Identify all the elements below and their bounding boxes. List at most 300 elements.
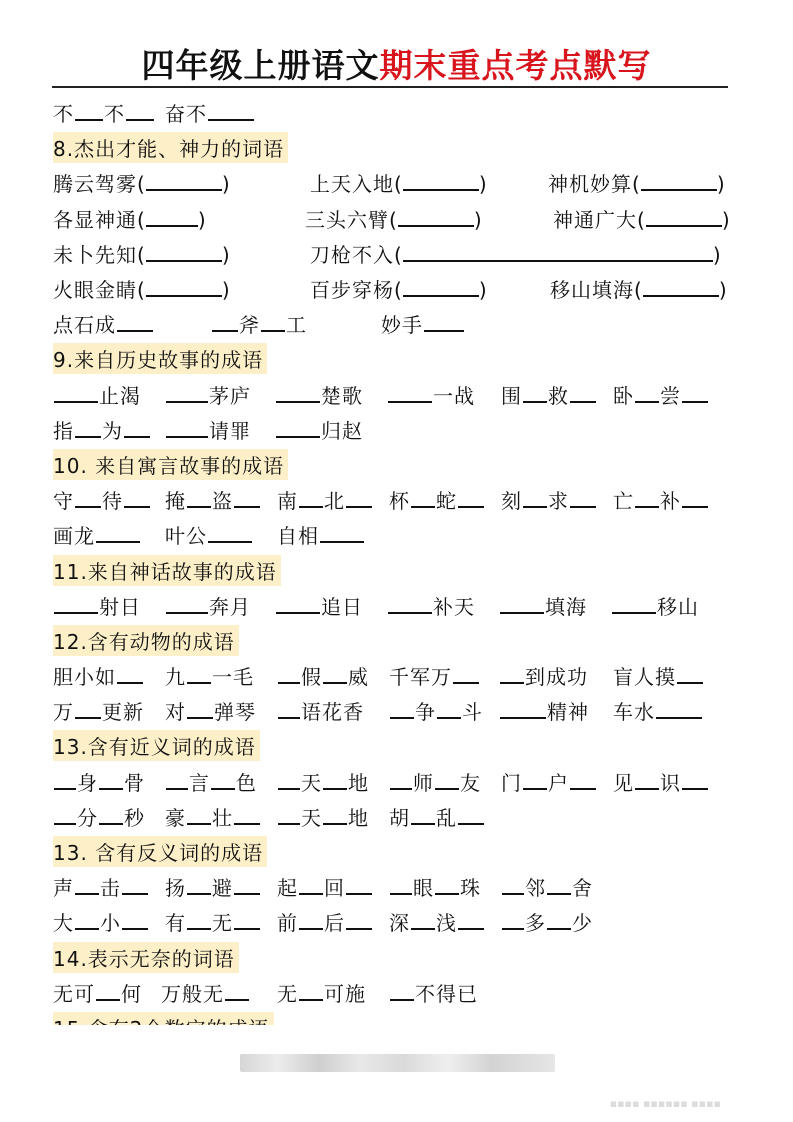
idiom-text: 多 [525,911,546,936]
idiom-text: 自相 [277,524,319,549]
idiom-text: 守 [53,489,74,514]
fill-blank[interactable] [411,805,435,825]
fill-blank[interactable] [187,488,211,508]
idiom-item [53,802,145,831]
idiom-item [53,98,155,127]
fill-blank[interactable] [570,770,596,790]
idiom-text: 亡 [613,489,634,514]
fill-blank[interactable] [278,805,300,825]
idiom-item [165,767,257,796]
idiom-text: 言 [189,770,210,795]
section-heading [53,447,753,482]
fill-blank[interactable] [278,770,300,790]
idiom-text: 北 [324,489,345,514]
idiom-text: 救 [548,383,569,408]
fill-blank[interactable] [225,981,249,1001]
idiom-item [53,978,142,1007]
idiom-text: 不 [104,102,125,127]
exercise-row [53,799,753,834]
section-heading-text: 11.来自神话故事的成语 [53,555,281,586]
idiom-item [499,661,588,690]
idiom-text: 蛇 [436,489,457,514]
idiom-text: 画龙 [53,524,95,549]
fill-blank[interactable] [117,312,153,332]
idiom-text: 豪 [165,805,186,830]
blurred-watermark [240,1054,555,1072]
idiom-item [165,380,251,409]
idiom-text: 杯 [389,489,410,514]
idiom-item [275,591,363,620]
idiom-text: 起 [277,876,298,901]
fill-blank[interactable] [75,101,103,121]
idiom-item [501,872,593,901]
idiom-text: 归赵 [321,418,363,443]
idiom-text: 万般无 [161,981,224,1006]
idiom-item [389,802,485,831]
idiom-item [53,661,144,690]
idiom-item [277,696,364,725]
idiom-text: 盲人摸 [613,665,676,690]
idiom-text: 千军万 [389,665,452,690]
fill-blank[interactable] [75,699,101,719]
fill-blank[interactable] [122,875,148,895]
idiom-item [499,591,587,620]
fill-blank[interactable] [208,101,254,121]
title-divider [52,86,728,88]
fill-blank[interactable] [346,875,372,895]
idiom-text: 何 [121,981,142,1006]
idiom-text: 对 [165,700,186,725]
idiom-text: 点石成 [53,313,116,338]
fill-blank[interactable] [500,699,546,719]
fill-blank[interactable] [124,418,150,438]
idiom-text: ) [473,207,483,232]
exercise-row [53,201,753,236]
idiom-text: ) [718,278,728,303]
section-heading-text: 8.杰出才能、神力的词语 [53,132,288,163]
fill-blank[interactable] [458,488,484,508]
idiom-text: 前 [277,911,298,936]
idiom-text: 友 [460,770,481,795]
fill-blank[interactable] [99,805,123,825]
idiom-text: 有 [165,911,186,936]
idiom-item [165,591,251,620]
idiom-text: 请罪 [209,418,251,443]
fill-blank[interactable] [635,770,659,790]
idiom-item [53,696,144,725]
idiom-text: 深 [389,911,410,936]
section-heading [53,552,753,587]
fill-blank[interactable] [424,312,464,332]
idiom-text: 无 [277,981,298,1006]
idiom-text: ) [721,207,731,232]
idiom-text: 斧 [239,313,260,338]
exercise-row [53,904,753,939]
fill-blank[interactable] [346,910,372,930]
idiom-item [613,485,709,514]
fill-blank[interactable] [502,875,524,895]
idiom-text: 珠 [460,876,481,901]
answer-blank[interactable] [403,242,713,262]
idiom-item [277,802,369,831]
idiom-text: 上天入地( [310,172,403,197]
answer-blank[interactable] [641,171,717,191]
fill-blank[interactable] [211,770,235,790]
idiom-item [613,696,703,725]
idiom-item [389,485,485,514]
idiom-text: ) [478,172,488,197]
idiom-text: 胆小如 [53,665,116,690]
idiom-text: 移山 [657,594,699,619]
idiom-item [389,696,483,725]
idiom-text: 未卜先知( [53,242,146,267]
fill-blank[interactable] [323,770,347,790]
fill-blank[interactable] [187,664,211,684]
section-heading-text: 9.来自历史故事的成语 [53,343,267,374]
idiom-text: 天 [301,805,322,830]
fill-blank[interactable] [411,488,435,508]
fill-blank[interactable] [75,488,101,508]
idiom-item [165,802,261,831]
fill-blank[interactable] [99,770,123,790]
fill-blank[interactable] [234,875,260,895]
idiom-text: ) [478,278,488,303]
fill-blank[interactable] [682,488,708,508]
section-heading-text: 10. 来自寓言故事的成语 [53,449,288,480]
idiom-item [165,98,255,127]
idiom-item [387,380,475,409]
fill-blank[interactable] [187,699,213,719]
idiom-text: 楚歌 [321,383,363,408]
idiom-text: ) [221,278,231,303]
idiom-text: 见 [613,770,634,795]
fill-blank[interactable] [96,981,120,1001]
idiom-text: 待 [102,489,123,514]
fill-blank[interactable] [299,910,323,930]
section-heading [53,623,753,658]
idiom-item [53,872,149,901]
fill-blank[interactable] [523,770,547,790]
idiom-item [501,380,597,409]
fill-blank[interactable] [570,488,596,508]
idiom-text: 精神 [547,700,589,725]
idiom-text: 补 [660,489,681,514]
fill-blank[interactable] [187,805,211,825]
section-heading [53,834,753,869]
idiom-text: ) [716,172,726,197]
fill-blank[interactable] [166,418,208,438]
idiom-item [389,661,480,690]
page-title-black: 四年级上册语文 [141,46,380,85]
idiom-text: 刀枪不入( [310,242,403,267]
idiom-text: 求 [548,489,569,514]
idiom-item [501,767,597,796]
fill-blank[interactable] [166,770,188,790]
fill-blank[interactable] [635,488,659,508]
idiom-item [553,204,731,233]
section-heading-text: 14.表示无奈的词语 [53,942,239,973]
idiom-text: 地 [348,805,369,830]
answer-blank[interactable] [398,207,474,227]
fill-blank[interactable] [682,383,708,403]
answer-blank[interactable] [146,171,222,191]
answer-blank[interactable] [146,207,198,227]
idiom-item [211,309,307,338]
fill-blank[interactable] [612,594,656,614]
fill-blank[interactable] [278,699,300,719]
idiom-item [53,274,231,303]
exercise-row [53,412,753,447]
idiom-text: 身 [77,770,98,795]
fill-blank[interactable] [54,805,76,825]
idiom-text: 妙手 [381,313,423,338]
idiom-text: 秒 [124,805,145,830]
fill-blank[interactable] [502,910,524,930]
idiom-text: 各显神通( [53,207,146,232]
idiom-text: 地 [348,770,369,795]
section-heading [53,130,753,165]
idiom-text: 语花香 [301,700,364,725]
idiom-text: 分 [77,805,98,830]
fill-blank[interactable] [299,981,323,1001]
fill-blank[interactable] [187,910,211,930]
idiom-item [165,872,261,901]
fill-blank[interactable] [212,312,238,332]
idiom-text: 威 [348,665,369,690]
fill-blank[interactable] [388,594,432,614]
fill-blank[interactable] [390,699,414,719]
idiom-text: 填海 [545,594,587,619]
fill-blank[interactable] [54,594,98,614]
fill-blank[interactable] [390,770,412,790]
idiom-item [611,591,699,620]
idiom-item [277,767,369,796]
fill-blank[interactable] [54,383,98,403]
exercise-row [53,236,753,271]
idiom-item [310,239,722,268]
answer-blank[interactable] [643,277,719,297]
fill-blank[interactable] [276,418,320,438]
fill-blank[interactable] [234,910,260,930]
idiom-item [548,168,726,197]
exercise-row [53,658,753,693]
idiom-text: 补天 [433,594,475,619]
fill-blank[interactable] [126,101,154,121]
idiom-text: 围 [501,383,522,408]
fill-blank[interactable] [656,699,702,719]
fill-blank[interactable] [682,770,708,790]
exercise-row [53,165,753,200]
fill-blank[interactable] [75,910,99,930]
fill-blank[interactable] [75,875,99,895]
exercise-row [53,588,753,623]
idiom-text: 百步穿杨( [310,278,403,303]
fill-blank[interactable] [320,523,364,543]
fill-blank[interactable] [346,488,372,508]
fill-blank[interactable] [500,594,544,614]
idiom-text: 击 [100,876,121,901]
fill-blank[interactable] [166,594,208,614]
fill-blank[interactable] [323,664,347,684]
section-heading-text: 12.含有动物的成语 [53,625,239,656]
answer-blank[interactable] [403,277,479,297]
idiom-text: 奋不 [165,102,207,127]
section-heading-text: 13.含有近义词的成语 [53,730,260,761]
idiom-text: 无可 [53,981,95,1006]
fill-blank[interactable] [75,418,101,438]
fill-blank[interactable] [411,910,435,930]
idiom-text: 避 [212,876,233,901]
idiom-text: 更新 [102,700,144,725]
idiom-text: 大 [53,911,74,936]
fill-blank[interactable] [435,770,459,790]
idiom-item [53,380,141,409]
idiom-item [613,767,709,796]
fill-blank[interactable] [208,523,252,543]
idiom-item [501,907,593,936]
idiom-text: 舍 [572,876,593,901]
fill-blank[interactable] [458,910,484,930]
fill-blank[interactable] [54,770,76,790]
fill-blank[interactable] [390,981,414,1001]
idiom-item [53,239,231,268]
idiom-text: 尝 [660,383,681,408]
fill-blank[interactable] [453,664,479,684]
fill-blank[interactable] [323,805,347,825]
fill-blank[interactable] [124,488,150,508]
idiom-item [165,661,254,690]
fill-blank[interactable] [234,805,260,825]
idiom-item [277,520,365,549]
fill-blank[interactable] [390,875,412,895]
idiom-text: 卧 [613,383,634,408]
idiom-item [277,661,369,690]
answer-blank[interactable] [403,171,479,191]
idiom-text: 掩 [165,489,186,514]
idiom-item [389,978,478,1007]
exercise-row [53,517,753,552]
fill-blank[interactable] [635,383,659,403]
exercise-row [53,975,753,1010]
idiom-item [389,872,481,901]
idiom-text: 三头六臂( [305,207,398,232]
idiom-text: 后 [324,911,345,936]
answer-blank[interactable] [646,207,722,227]
idiom-text: 茅庐 [209,383,251,408]
idiom-item [53,415,151,444]
idiom-text: 识 [660,770,681,795]
exercise-row [53,377,753,412]
idiom-text: ) [221,172,231,197]
idiom-item [613,661,704,690]
fill-blank[interactable] [276,594,320,614]
fill-blank[interactable] [437,699,461,719]
idiom-text: 扬 [165,876,186,901]
idiom-item [165,520,253,549]
fill-blank[interactable] [500,664,524,684]
idiom-text: 色 [236,770,257,795]
fill-blank[interactable] [96,523,140,543]
idiom-item [389,907,485,936]
idiom-text: 止渴 [99,383,141,408]
fill-blank[interactable] [547,875,571,895]
fill-blank[interactable] [117,664,143,684]
fill-blank[interactable] [278,664,300,684]
idiom-item [165,415,251,444]
exercise-row [53,95,753,130]
page-title-red: 期末重点考点默写 [379,46,652,85]
idiom-text: 可施 [324,981,366,1006]
idiom-text: 神通广大( [553,207,646,232]
answer-blank[interactable] [146,277,222,297]
idiom-text: 回 [324,876,345,901]
idiom-text: ) [712,242,722,267]
idiom-item [310,168,488,197]
idiom-text: 一毛 [212,665,254,690]
idiom-text: 奔月 [209,594,251,619]
exercise-row [53,271,753,306]
idiom-text: 不得已 [415,981,478,1006]
fill-blank[interactable] [299,875,323,895]
idiom-item [277,978,366,1007]
idiom-text: 浅 [436,911,457,936]
fill-blank[interactable] [234,488,260,508]
idiom-item [161,978,250,1007]
fill-blank[interactable] [523,488,547,508]
fill-blank[interactable] [677,664,703,684]
idiom-item [53,485,151,514]
idiom-text: 指 [53,418,74,443]
fill-blank[interactable] [261,312,285,332]
fill-blank[interactable] [547,910,571,930]
idiom-text: 工 [286,313,307,338]
idiom-text: 少 [572,911,593,936]
idiom-text: 假 [301,665,322,690]
idiom-text: 南 [277,489,298,514]
idiom-text: 胡 [389,805,410,830]
idiom-text: 声 [53,876,74,901]
fill-blank[interactable] [523,383,547,403]
idiom-item [53,767,145,796]
idiom-item [275,415,363,444]
fill-blank[interactable] [187,875,211,895]
fill-blank[interactable] [122,910,148,930]
idiom-text: 邻 [525,876,546,901]
idiom-text: 盗 [212,489,233,514]
idiom-item [499,696,589,725]
idiom-text: 眼 [413,876,434,901]
idiom-item [389,767,481,796]
fill-blank[interactable] [435,875,459,895]
fill-blank[interactable] [388,383,432,403]
idiom-text: 射日 [99,594,141,619]
idiom-item [310,274,488,303]
idiom-text: 追日 [321,594,363,619]
fill-blank[interactable] [299,488,323,508]
answer-blank[interactable] [146,242,222,262]
idiom-item [305,204,483,233]
fill-blank[interactable] [166,383,208,403]
idiom-text: 为 [102,418,123,443]
idiom-text: 壮 [212,805,233,830]
idiom-item [277,485,373,514]
fill-blank[interactable] [276,383,320,403]
idiom-item [277,872,373,901]
exercise-row [53,869,753,904]
fill-blank[interactable] [570,383,596,403]
exercise-row [53,693,753,728]
fill-blank[interactable] [458,805,484,825]
